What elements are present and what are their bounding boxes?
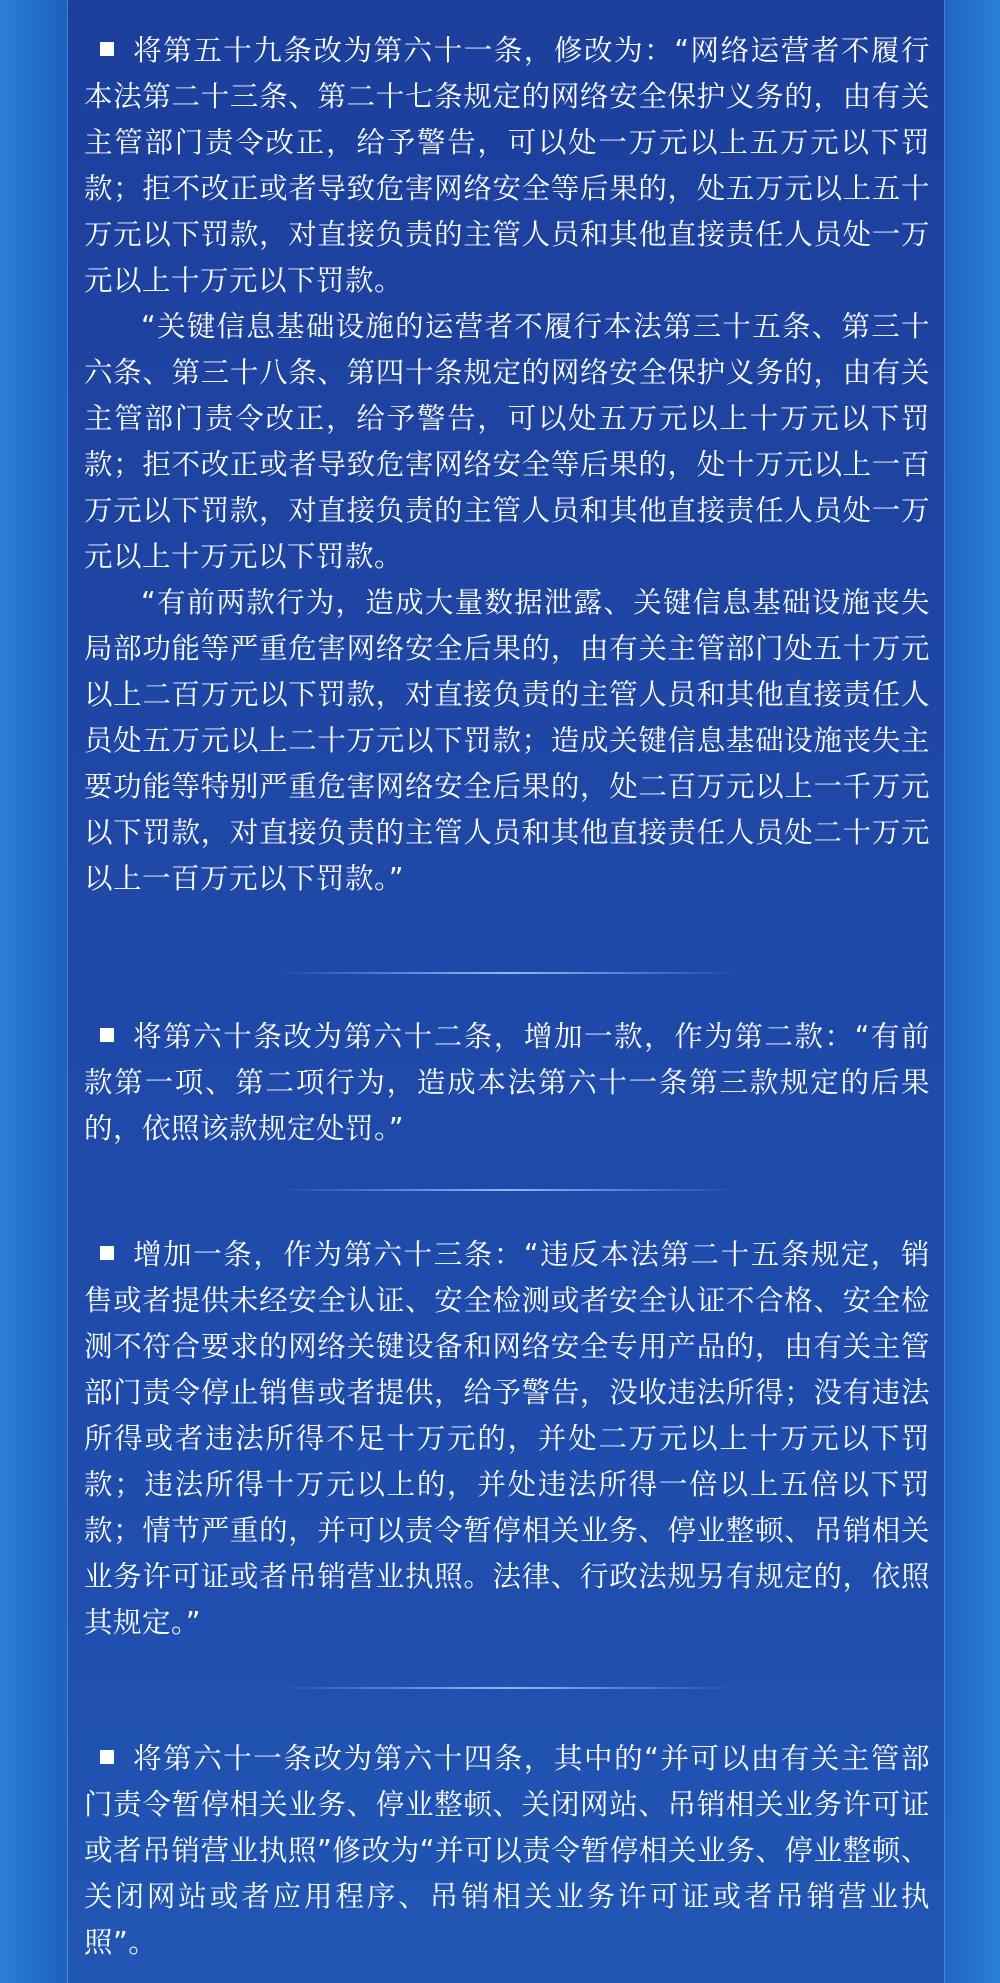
content-panel: [67, 0, 945, 1983]
article-2: [84, 1014, 930, 1152]
article-1-paragraph-3: “有前两款行为，造成大量数据泄露、关键信息基础设施丧失局部功能等严重危害网络安全后果的，由有关主管部门处五十万元以上二百万元以下罚款，对直接负责的主管人员和其他直接责任人员处五万元以上二十万元以下罚款；造成关键信息基础设施丧失主要功能等特别严重危害网络安全后果的，处二百万元以上一千万元以下罚款，对直接负责的主管人员和其他直接责任人员处二十万元以上一百万元以下罚款。”: [84, 586, 930, 895]
article-4-paragraph-1: [84, 1736, 930, 1966]
article-4: [84, 1736, 930, 1966]
square-bullet-icon: [100, 1028, 114, 1042]
article-3-paragraph-1: [84, 1232, 930, 1646]
article-4-text-1: 将第六十一条改为第六十四条，其中的“并可以由有关主管部门责令暂停相关业务、停业整顿、关闭网站、吊销相关业务许可证或者吊销营业执照”修改为“并可以责令暂停相关业务、停业整顿、关闭网站或者应用程序、吊销相关业务许可证或者吊销营业执照”。: [84, 1742, 930, 1959]
article-1-text-1: 将第五十九条改为第六十一条，修改为：“网络运营者不履行本法第二十三条、第二十七条规定的网络安全保护义务的，由有关主管部门责令改正，给予警告，可以处一万元以上五万元以下罚款；拒不改正或者导致危害网络安全等后果的，处五万元以上五十万元以下罚款，对直接负责的主管人员和其他直接责任人员处一万元以上十万元以下罚款。: [84, 34, 930, 297]
square-bullet-icon: [100, 42, 114, 56]
article-3: [84, 1232, 930, 1646]
section-divider: [278, 972, 738, 974]
section-divider: [278, 1687, 738, 1689]
section-divider: [278, 1189, 738, 1191]
article-2-text-1: 将第六十条改为第六十二条，增加一款，作为第二款：“有前款第一项、第二项行为，造成本法第六十一条第三款规定的后果的，依照该款规定处罚。”: [84, 1020, 930, 1145]
article-1-paragraph-1: [84, 28, 930, 304]
article-1-paragraph-2: “关键信息基础设施的运营者不履行本法第三十五条、第三十六条、第三十八条、第四十条规定的网络安全保护义务的，由有关主管部门责令改正，给予警告，可以处五万元以上十万元以下罚款；拒不改正或者导致危害网络安全等后果的，处十万元以上一百万元以下罚款，对直接负责的主管人员和其他直接责任人员处一万元以上十万元以下罚款。: [84, 310, 930, 573]
article-3-text-1: 增加一条，作为第六十三条：“违反本法第二十五条规定，销售或者提供未经安全认证、安全检测或者安全认证不合格、安全检测不符合要求的网络关键设备和网络安全专用产品的，由有关主管部门责令停止销售或者提供，给予警告，没收违法所得；没有违法所得或者违法所得不足十万元的，并处二万元以上十万元以下罚款；违法所得十万元以上的，并处违法所得一倍以上五倍以下罚款；情节严重的，并可以责令暂停相关业务、停业整顿、吊销相关业务许可证或者吊销营业执照。法律、行政法规另有规定的，依照其规定。”: [84, 1238, 930, 1639]
article-1: [84, 28, 930, 902]
article-2-paragraph-1: [84, 1014, 930, 1152]
square-bullet-icon: [100, 1750, 114, 1764]
square-bullet-icon: [100, 1246, 114, 1260]
